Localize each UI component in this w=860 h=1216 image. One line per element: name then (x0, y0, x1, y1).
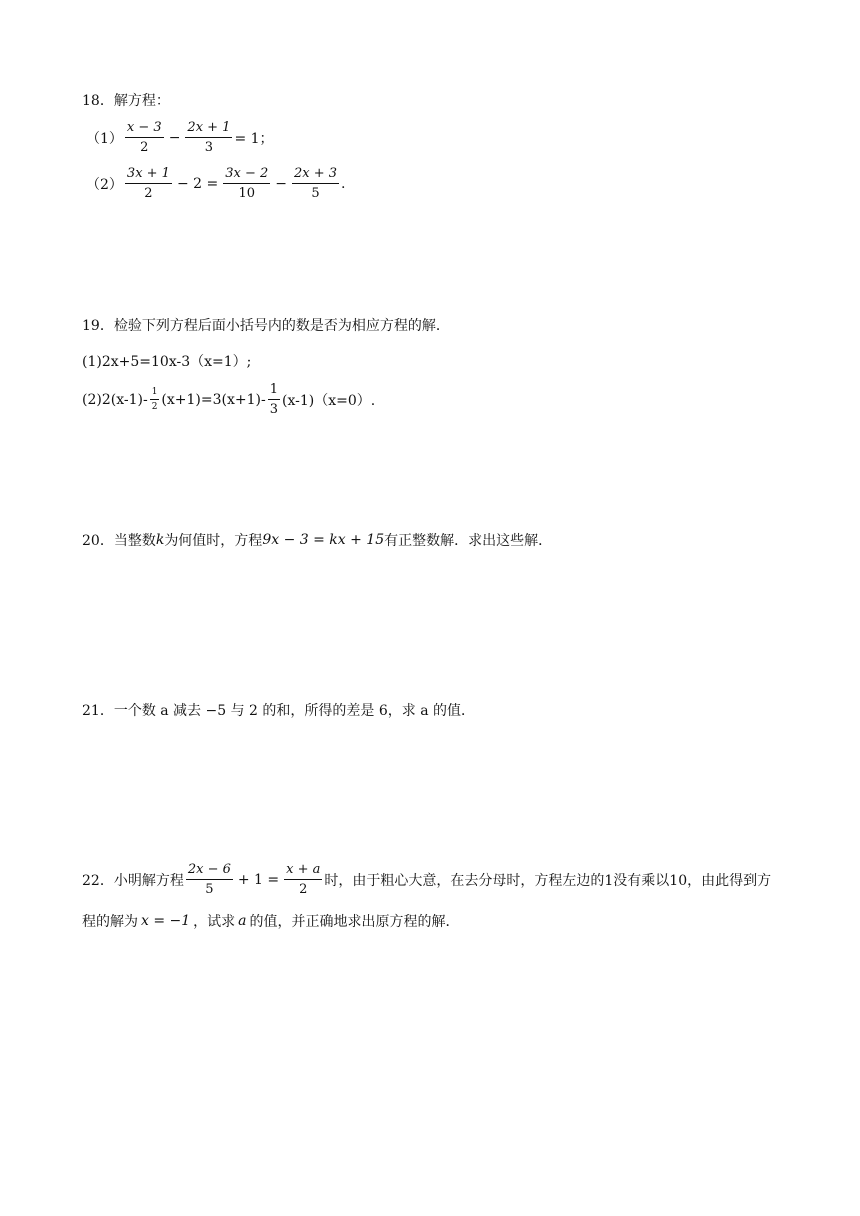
q22-line2: 程的解为 x = −1 ，试求 a 的值，并正确地求出原方程的解． (82, 913, 460, 930)
q18-p2-fraction-2: $\frac{3x - 2}{10}$ (225, 166, 269, 201)
q18-p1-rhs: = 1； (234, 130, 274, 147)
q18-p2-fraction-1: $\frac{3x + 1}{2}$ (126, 166, 170, 201)
q18-p2-fraction-3: $\frac{2x + 3}{5}$ (294, 166, 338, 201)
q19-half-fraction: $\frac{1}{2}$ (151, 387, 158, 412)
q18-title: 18．解方程： (82, 93, 170, 109)
q18-p1-fraction-1: $\frac{x - 3}{2}$ (126, 120, 162, 155)
q20-equation: 9x − 3 = kx + 15 (262, 532, 385, 548)
q21-text: 21．一个数 a 减去 −5 与 2 的和，所得的差是 6，求 a 的值． (82, 703, 476, 719)
q19-third-fraction: $\frac{1}{3}$ (269, 382, 278, 417)
q19-title: 19．检验下列方程后面小括号内的数是否为相应方程的解． (82, 318, 450, 334)
q18-part1-label: （1） (86, 130, 123, 147)
q22-line1: 22．小明解方程 $\frac{2x - 6}{5}$ + 1 = $\frac{x + a}{2}$ 时，由于粗心大意，在去分母时，方程左边的1没有乘以10，由此得到方 (82, 862, 772, 897)
q18-part2: （2） $\frac{3x + 1}{2}$ − 2 = $\frac{3x - 2}{10}$ − $\frac{2x + 3}{5}$ . (86, 166, 346, 201)
q22-fraction-1: $\frac{2x - 6}{5}$ (187, 862, 231, 897)
q18-part1: （1） $\frac{x - 3}{2}$ − $\frac{2x + 1}{3}$ = 1； (86, 120, 274, 155)
q22-fraction-2: $\frac{x + a}{2}$ (286, 862, 321, 897)
q19-part1: (1)2x+5=10x-3（x=1）; (82, 354, 252, 370)
q20-text: 20．当整数 k 为何值时，方程 9x − 3 = kx + 15 有正整数解．求出这些解． (82, 532, 553, 549)
q19-part2: (2)2(x-1)- $\frac{1}{2}$ (x+1)=3(x+1)- $\frac{1}{3}$ (x-1)（x=0）. (82, 382, 376, 417)
q22-solution: x = −1 (141, 913, 191, 929)
q18-part2-label: （2） (86, 176, 123, 193)
q18-p1-fraction-2: $\frac{2x + 1}{3}$ (187, 120, 231, 155)
